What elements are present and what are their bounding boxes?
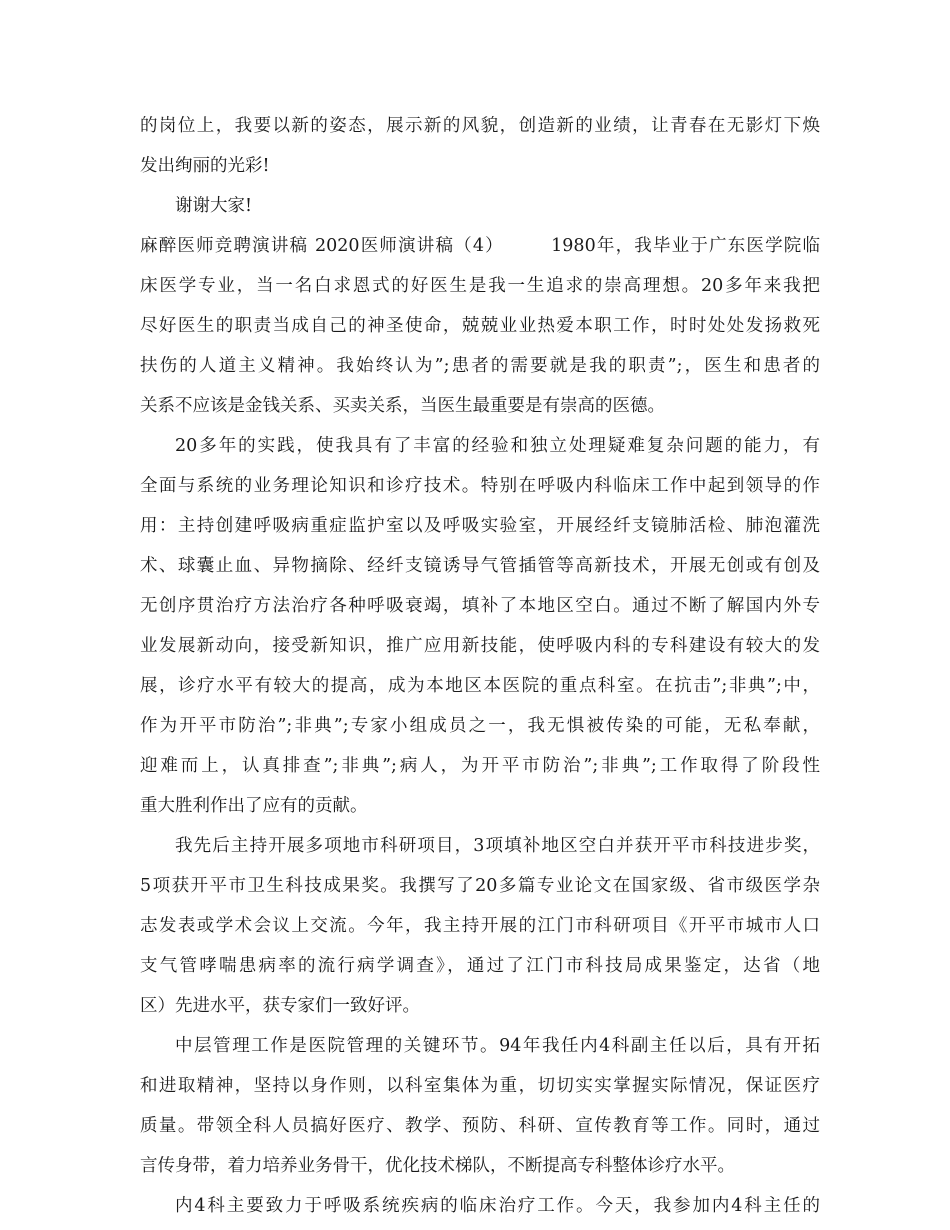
text-line: 迎难而上，认真排查”;非典”;病人，为开平市防治”;非典”;工作取得了阶段性 <box>140 756 820 776</box>
text-line: 谢谢大家! <box>175 196 253 216</box>
text-line: 和进取精神，坚持以身作则，以科室集体为重，切切实实掌握实际情况，保证医疗 <box>140 1076 820 1096</box>
text-line: 术、球囊止血、异物摘除、经纤支镜诱导气管插管等高新技术，开展无创或有创及 <box>140 556 820 576</box>
text-line: 业发展新动向，接受新知识，推广应用新技能，使呼吸内科的专科建设有较大的发 <box>140 636 820 656</box>
text-line: 展，诊疗水平有较大的提高，成为本地区本医院的重点科室。在抗击”;非典”;中， <box>140 676 820 696</box>
text-line: 中层管理工作是医院管理的关键环节。94年我任内4科副主任以后，具有开拓 <box>175 1036 820 1056</box>
text-line: 内4科主要致力于呼吸系统疾病的临床治疗工作。今天，我参加内4科主任的 <box>175 1196 820 1216</box>
text-line: 关系不应该是金钱关系、买卖关系，当医生最重要是有崇高的医德。 <box>140 396 665 416</box>
text-line: 作为开平市防治”;非典”;专家小组成员之一，我无惧被传染的可能，无私奉献， <box>140 716 820 736</box>
text-line: 床医学专业，当一名白求恩式的好医生是我一生追求的崇高理想。20多年来我把 <box>140 276 820 296</box>
text-line: 尽好医生的职责当成自己的神圣使命，兢兢业业热爱本职工作，时时处处发扬救死 <box>140 316 820 336</box>
text-line: 区）先进水平，获专家们一致好评。 <box>140 996 420 1016</box>
text-line: 支气管哮喘患病率的流行病学调查》，通过了江门市科技局成果鉴定，达省（地 <box>140 956 820 976</box>
text-line: 重大胜利作出了应有的贡献。 <box>140 796 368 816</box>
text-line: 无创序贯治疗方法治疗各种呼吸衰竭，填补了本地区空白。通过不断了解国内外专 <box>140 596 820 616</box>
text-line: 全面与系统的业务理论知识和诊疗技术。特别在呼吸内科临床工作中起到领导的作 <box>140 476 820 496</box>
text-line: 扶伤的人道主义精神。我始终认为”;患者的需要就是我的职责”;，医生和患者的 <box>140 356 820 376</box>
text-line: 5项获开平市卫生科技成果奖。我撰写了20多篇专业论文在国家级、省市级医学杂 <box>140 876 820 896</box>
text-line: 志发表或学术会议上交流。今年，我主持开展的江门市科研项目《开平市城市人口 <box>140 916 820 936</box>
text-line: 麻醉医师竞聘演讲稿 2020医师演讲稿（4） 1980年，我毕业于广东医学院临 <box>140 236 820 256</box>
text-line: 的岗位上，我要以新的姿态，展示新的风貌，创造新的业绩，让青春在无影灯下焕 <box>140 116 820 136</box>
text-line: 用：主持创建呼吸病重症监护室以及呼吸实验室，开展经纤支镜肺活检、肺泡灌洗 <box>140 516 820 536</box>
text-line: 20多年的实践，使我具有了丰富的经验和独立处理疑难复杂问题的能力，有 <box>175 436 820 456</box>
text-line: 言传身带，着力培养业务骨干，优化技术梯队，不断提高专科整体诊疗水平。 <box>140 1156 735 1176</box>
text-line: 质量。带领全科人员搞好医疗、教学、预防、科研、宣传教育等工作。同时，通过 <box>140 1116 820 1136</box>
text-line: 我先后主持开展多项地市科研项目，3项填补地区空白并获开平市科技进步奖， <box>175 836 820 856</box>
text-line: 发出绚丽的光彩! <box>140 156 270 176</box>
